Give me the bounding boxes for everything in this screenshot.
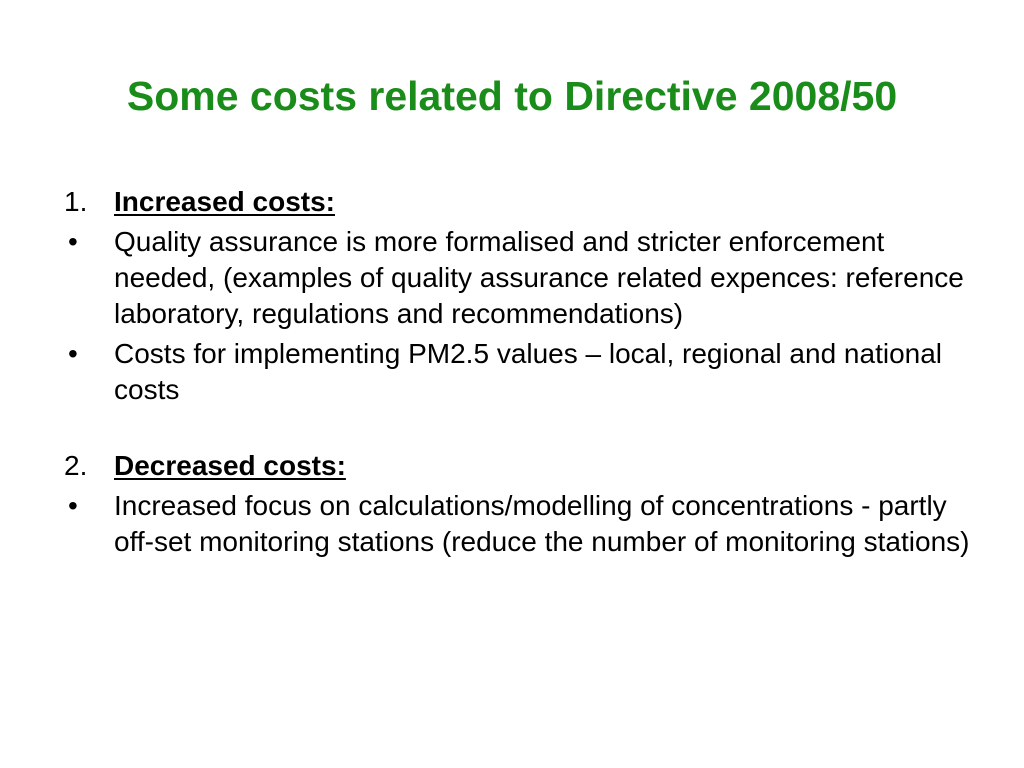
slide-title: Some costs related to Directive 2008/50 — [126, 73, 898, 119]
section-heading: Decreased costs: — [114, 450, 346, 481]
bullet-item — [60, 336, 980, 408]
section-increased-costs-heading — [60, 184, 980, 220]
bullet-icon: • — [68, 490, 78, 521]
bullet-icon: • — [68, 226, 78, 257]
list-number: 1. — [64, 186, 88, 217]
bullet-item — [60, 224, 980, 332]
slide-body — [60, 184, 980, 560]
section-heading: Increased costs: — [114, 186, 335, 217]
bullet-item — [60, 488, 980, 560]
list-number: 2. — [64, 450, 88, 481]
bullet-icon: • — [68, 338, 78, 369]
section-decreased-costs-heading — [60, 448, 980, 484]
bullet-text: Increased focus on calculations/modelling of concentrations - partly off-set monitoring stations (reduce the number of monitoring stations) — [114, 490, 970, 557]
bullet-text: Quality assurance is more formalised and stricter enforcement needed, (examples of quality assurance related expences: reference laboratory, regulations and recommendations) — [114, 226, 964, 329]
bullet-text: Costs for implementing PM2.5 values – local, regional and national costs — [114, 338, 943, 405]
